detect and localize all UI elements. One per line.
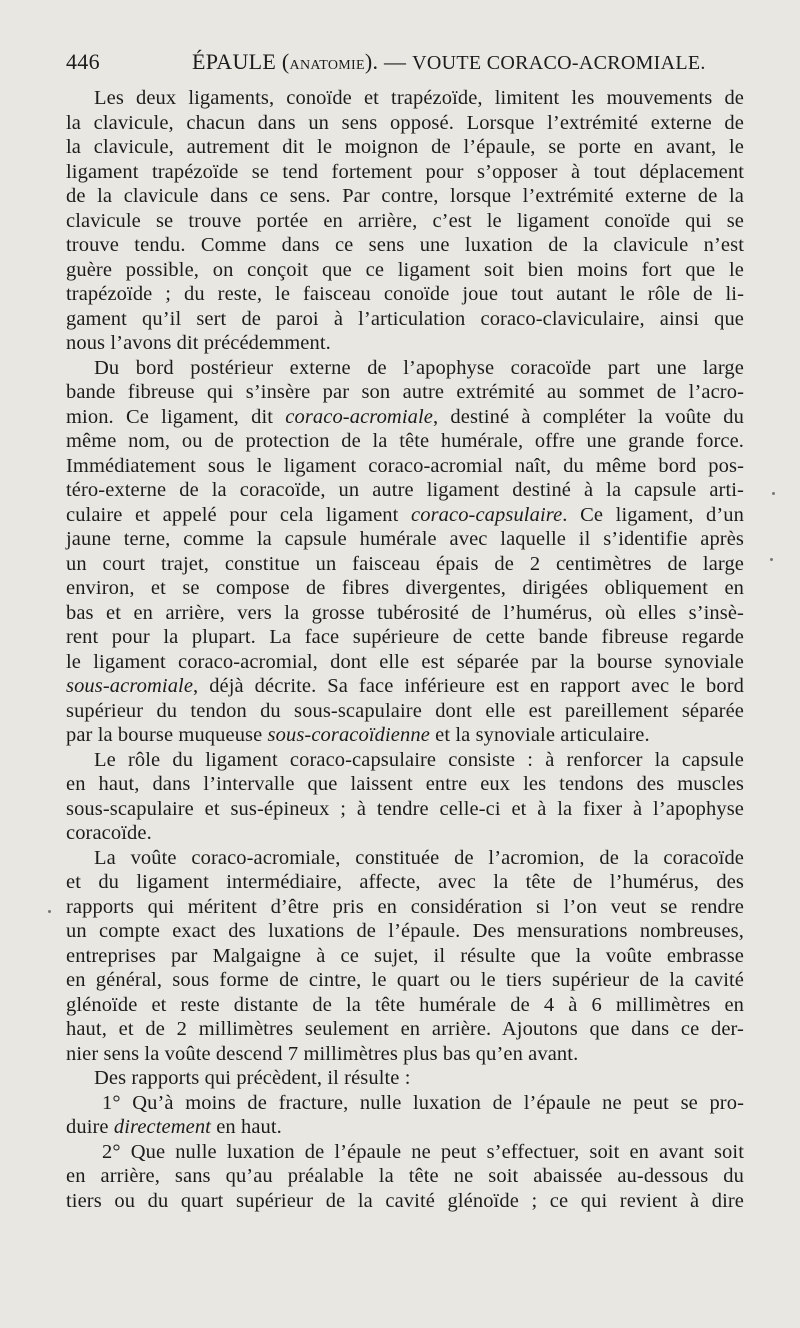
text-line: bas et en arrière, vers la grosse tubérosité de l’humérus, où elles s’insè- — [66, 601, 744, 624]
text-line: en général, sous forme de cintre, le quart ou le tiers supérieur de la cavité — [66, 969, 744, 991]
text-line: coracoïde. — [66, 822, 152, 844]
text-line: Les deux ligaments, conoïde et trapézoïde, limitent les mouvements de — [94, 87, 744, 109]
text-line: bande fibreuse qui s’insère par son autre extrémité au sommet de l’acro- — [66, 381, 744, 403]
italic-term: directement — [113, 1116, 211, 1138]
running-head-title: ÉPAULE ( — [192, 49, 290, 74]
text-line: nier sens la voûte descend 7 millimètres plus bas qu’en avant. — [66, 1042, 579, 1065]
text-line: trapézoïde ; du reste, le faisceau conoïde joue tout autant le rôle de li- — [66, 283, 744, 305]
text-line: trouve tendu. Comme dans ce sens une luxation de la clavicule n’est — [66, 234, 744, 256]
text-line: de la clavicule dans ce sens. Par contre, lorsque l’extrémité externe de la — [66, 185, 744, 207]
text-line: jaune terne, comme la capsule humérale avec laquelle il s’identifie après — [66, 528, 744, 550]
italic-term: coraco-capsulaire — [411, 503, 563, 526]
text-line: guère possible, on conçoit que ce ligament soit bien moins fort que le — [66, 258, 744, 281]
italic-term: sous-coracoïdienne — [267, 724, 430, 746]
text-span: duire — [66, 1116, 114, 1138]
text-line: sous-scapulaire et sus-épineux ; à tendre celle-ci et à la fixer à l’apophyse — [66, 797, 744, 820]
paragraph-voute — [66, 846, 744, 1067]
text-line: environ, et se compose de fibres divergentes, dirigées obliquement en — [66, 577, 744, 599]
text-line: et du ligament intermédiaire, affecte, avec la tête de l’humérus, des — [66, 871, 744, 893]
text-span: par la bourse muqueuse — [66, 724, 268, 746]
text-line: clavicule se trouve portée en arrière, c’est le ligament conoïde qui se — [66, 209, 744, 232]
running-head-close: ). — [364, 49, 379, 74]
text-span: mion. Ce ligament, dit — [66, 405, 286, 428]
text-line: téro-externe de la coracoïde, un autre ligament destiné à la capsule arti- — [66, 479, 744, 501]
text-line: 2° Que nulle luxation de l’épaule ne peut s’effectuer, soit en avant soit — [102, 1140, 744, 1163]
running-head-subject: anatomie — [289, 52, 365, 74]
text-line — [66, 674, 744, 699]
italic-term: coraco-acromiale — [285, 405, 433, 428]
text-line — [66, 723, 744, 748]
text-line — [66, 503, 744, 528]
print-speck — [48, 910, 51, 913]
text-line: supérieur du tendon du sous-scapulaire dont elle est pareillement séparée — [66, 699, 744, 722]
text-line: haut, et de 2 millimètres seulement en arrière. Ajoutons que dans ce der- — [66, 1018, 744, 1040]
paragraph-ligaments — [66, 86, 744, 356]
running-head — [192, 46, 706, 79]
text-line: La voûte coraco-acromiale, constituée de l’acromion, de la coracoïde — [94, 846, 744, 869]
text-line: un court trajet, constitue un faisceau épais de 2 centimètres de large — [66, 552, 744, 575]
text-line: rent pour la plupart. La face supérieure de cette bande fibreuse regarde — [66, 626, 744, 648]
running-head-separator: — — [378, 49, 413, 74]
print-speck — [770, 558, 773, 561]
print-speck — [772, 492, 775, 495]
text-line: Immédiatement sous le ligament coraco-acromial naît, du même bord pos- — [66, 454, 744, 477]
page-header — [66, 46, 746, 78]
page-number: 446 — [66, 49, 100, 74]
text-span: , destiné à compléter la voûte du — [432, 405, 745, 428]
text-span: , déjà décrite. Sa face inférieure est en rapport avec le bord — [193, 675, 744, 697]
text-line: entreprises par Malgaigne à ce sujet, il résulte que la voûte embrasse — [66, 944, 744, 967]
paragraph-coraco-acromial — [66, 356, 744, 748]
text-span: . Ce ligament, d’un — [562, 503, 744, 526]
text-line: ligament trapézoïde se tend fortement pour s’opposer à tout déplacement — [66, 160, 744, 183]
text-line: gament qu’il sert de paroi à l’articulation coraco-claviculaire, ainsi que — [66, 307, 744, 330]
text-line: la clavicule, autrement dit le moignon de l’épaule, se porte en avant, le — [66, 136, 744, 158]
paragraph-rapports — [66, 1066, 744, 1091]
text-line: la clavicule, chacun dans un sens opposé. Lorsque l’extrémité externe de — [66, 111, 744, 134]
text-line: 1° Qu’à moins de fracture, nulle luxation de l’épaule ne peut se pro- — [102, 1091, 744, 1114]
text-line: Du bord postérieur externe de l’apophyse coracoïde part une large — [94, 356, 744, 379]
text-line: même nom, ou de protection de la tête humérale, offre une grande force. — [66, 430, 744, 452]
text-line: en arrière, sans qu’au préalable la tête ne soit abaissée au-dessous du — [66, 1165, 744, 1187]
text-span: en haut. — [210, 1116, 282, 1138]
text-span: et la synoviale articulaire. — [429, 724, 650, 746]
text-line: nous l’avons dit précédemment. — [66, 332, 331, 354]
text-span: culaire et appelé pour cela ligament — [66, 503, 412, 526]
text-line: tiers ou du quart supérieur de la cavité glénoïde ; ce qui revient à dire — [66, 1189, 744, 1212]
page-body — [66, 86, 744, 1213]
text-line: le ligament coraco-acromial, dont elle est séparée par la bourse synoviale — [66, 650, 744, 673]
paragraph-role — [66, 748, 744, 846]
text-line: rapports qui méritent d’être pris en considération si l’on veut se rendre — [66, 895, 744, 918]
text-line — [66, 1115, 744, 1140]
text-line: Le rôle du ligament coraco-capsulaire consiste : à renforcer la capsule — [94, 748, 744, 771]
text-line: en haut, dans l’intervalle que laissent entre eux les tendons des muscles — [66, 773, 744, 795]
text-line — [66, 405, 744, 430]
text-line: glénoïde et reste distante de la tête humérale de 4 à 6 millimètres en — [66, 993, 744, 1016]
paragraph-point-1 — [66, 1091, 744, 1140]
text-line: un compte exact des luxations de l’épaule. Des mensurations nombreuses, — [66, 920, 744, 942]
italic-term: sous-acromiale — [66, 675, 194, 697]
paragraph-point-2 — [66, 1140, 744, 1214]
running-head-section: VOUTE CORACO-ACROMIALE. — [412, 52, 706, 74]
text-line: Des rapports qui précèdent, il résulte : — [94, 1067, 411, 1089]
